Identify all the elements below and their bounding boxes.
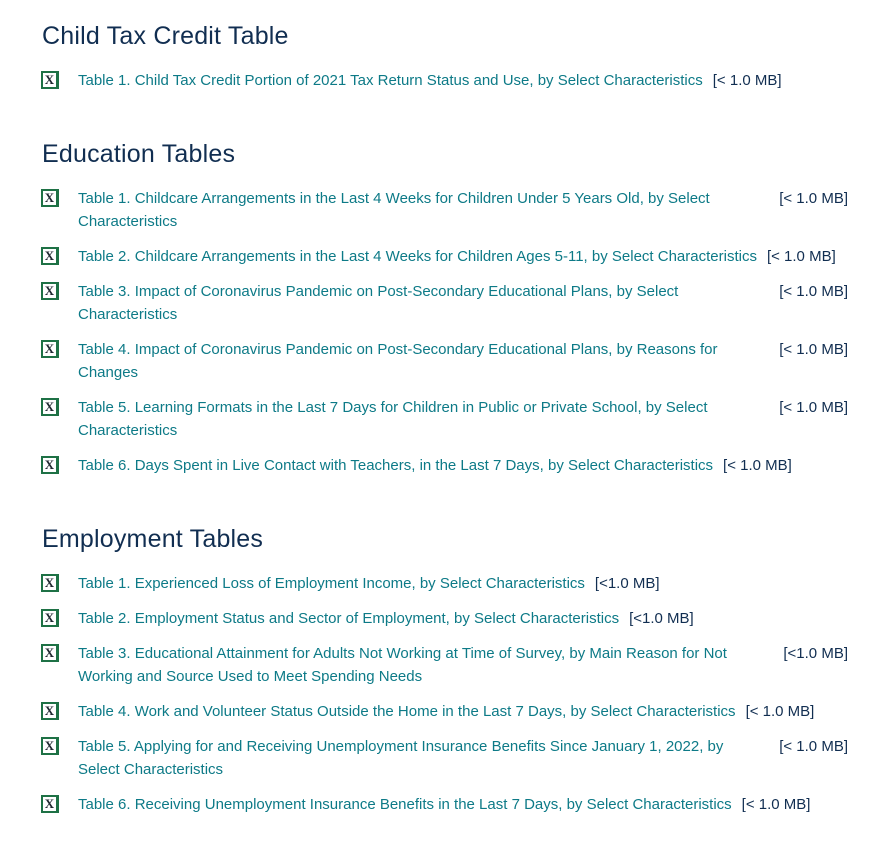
table-file-row bbox=[41, 187, 848, 233]
section-heading-employment: Employment Tables bbox=[42, 525, 264, 553]
table-download-link[interactable]: Table 5. Learning Formats in the Last 7 Days for Children in Public or Private School, by Select Characteristics bbox=[78, 399, 708, 439]
section-education bbox=[41, 138, 848, 477]
table-download-link[interactable]: Table 1. Experienced Loss of Employment Income, by Select Characteristics bbox=[78, 575, 585, 592]
file-size-label: [< 1.0 MB] bbox=[779, 190, 848, 207]
file-size-label: [< 1.0 MB] bbox=[723, 457, 792, 474]
section-heading-child-tax-credit: Child Tax Credit Table bbox=[42, 22, 289, 50]
table-file-row bbox=[41, 338, 848, 384]
excel-file-icon[interactable]: X bbox=[41, 609, 59, 627]
file-list bbox=[41, 187, 848, 477]
table-file-row bbox=[41, 245, 848, 268]
file-size-label: [< 1.0 MB] bbox=[779, 738, 848, 755]
excel-file-icon[interactable]: X bbox=[41, 644, 59, 662]
excel-file-icon[interactable]: X bbox=[41, 737, 59, 755]
table-download-link[interactable]: Table 2. Childcare Arrangements in the Last 4 Weeks for Children Ages 5-11, by Select Characteristics bbox=[78, 248, 757, 265]
excel-file-icon[interactable]: X bbox=[41, 702, 59, 720]
section-employment bbox=[41, 523, 848, 816]
file-size-label: [<1.0 MB] bbox=[629, 610, 694, 627]
table-download-link[interactable]: Table 6. Receiving Unemployment Insurance Benefits in the Last 7 Days, by Select Characteristics bbox=[78, 796, 732, 813]
file-list bbox=[41, 69, 848, 92]
excel-file-icon[interactable]: X bbox=[41, 456, 59, 474]
section-heading-education: Education Tables bbox=[42, 140, 236, 168]
file-list bbox=[41, 572, 848, 816]
file-size-label: [< 1.0 MB] bbox=[745, 703, 815, 720]
file-size-label: [< 1.0 MB] bbox=[779, 399, 848, 416]
table-download-link[interactable]: Table 1. Childcare Arrangements in the Last 4 Weeks for Children Under 5 Years Old, by Select Characteristics bbox=[78, 190, 710, 230]
table-file-row bbox=[41, 454, 848, 477]
table-download-link[interactable]: Table 6. Days Spent in Live Contact with Teachers, in the Last 7 Days, by Select Characteristics bbox=[78, 457, 714, 474]
table-download-link[interactable]: Table 3. Impact of Coronavirus Pandemic on Post-Secondary Educational Plans, by Select Characteristics bbox=[78, 283, 679, 323]
file-size-label: [< 1.0 MB] bbox=[712, 72, 782, 89]
excel-file-icon[interactable]: X bbox=[41, 574, 59, 592]
excel-file-icon[interactable]: X bbox=[41, 282, 59, 300]
excel-file-icon[interactable]: X bbox=[41, 795, 59, 813]
table-file-row bbox=[41, 642, 848, 688]
table-file-row bbox=[41, 793, 848, 816]
table-download-link[interactable]: Table 4. Work and Volunteer Status Outside the Home in the Last 7 Days, by Select Characteristics bbox=[78, 703, 736, 720]
file-size-label: [< 1.0 MB] bbox=[779, 283, 848, 300]
excel-file-icon[interactable]: X bbox=[41, 398, 59, 416]
table-download-link[interactable]: Table 4. Impact of Coronavirus Pandemic on Post-Secondary Educational Plans, by Reasons for Changes bbox=[78, 341, 718, 381]
table-file-row bbox=[41, 700, 848, 723]
file-size-label: [<1.0 MB] bbox=[594, 575, 660, 592]
table-download-link[interactable]: Table 2. Employment Status and Sector of Employment, by Select Characteristics bbox=[78, 610, 620, 627]
table-file-row bbox=[41, 396, 848, 442]
table-file-row bbox=[41, 280, 848, 326]
file-size-label: [<1.0 MB] bbox=[783, 645, 848, 662]
excel-file-icon[interactable]: X bbox=[41, 340, 59, 358]
table-file-row bbox=[41, 69, 848, 92]
table-download-link[interactable]: Table 5. Applying for and Receiving Unemployment Insurance Benefits Since January 1, 2022, by Select Characteristics bbox=[78, 738, 724, 778]
file-size-label: [< 1.0 MB] bbox=[779, 341, 848, 358]
excel-file-icon[interactable]: X bbox=[41, 189, 59, 207]
table-download-link[interactable]: Table 3. Educational Attainment for Adults Not Working at Time of Survey, by Main Reason for Not Working and Source Used to Meet Spending Needs bbox=[78, 645, 727, 685]
file-size-label: [< 1.0 MB] bbox=[741, 796, 811, 813]
table-file-row bbox=[41, 735, 848, 781]
table-download-link[interactable]: Table 1. Child Tax Credit Portion of 2021 Tax Return Status and Use, by Select Characteristics bbox=[78, 72, 703, 89]
section-child-tax-credit bbox=[41, 20, 848, 92]
excel-file-icon[interactable]: X bbox=[41, 247, 59, 265]
file-size-label: [< 1.0 MB] bbox=[766, 248, 836, 265]
table-file-row bbox=[41, 607, 848, 630]
excel-file-icon[interactable]: X bbox=[41, 71, 59, 89]
table-file-row bbox=[41, 572, 848, 595]
